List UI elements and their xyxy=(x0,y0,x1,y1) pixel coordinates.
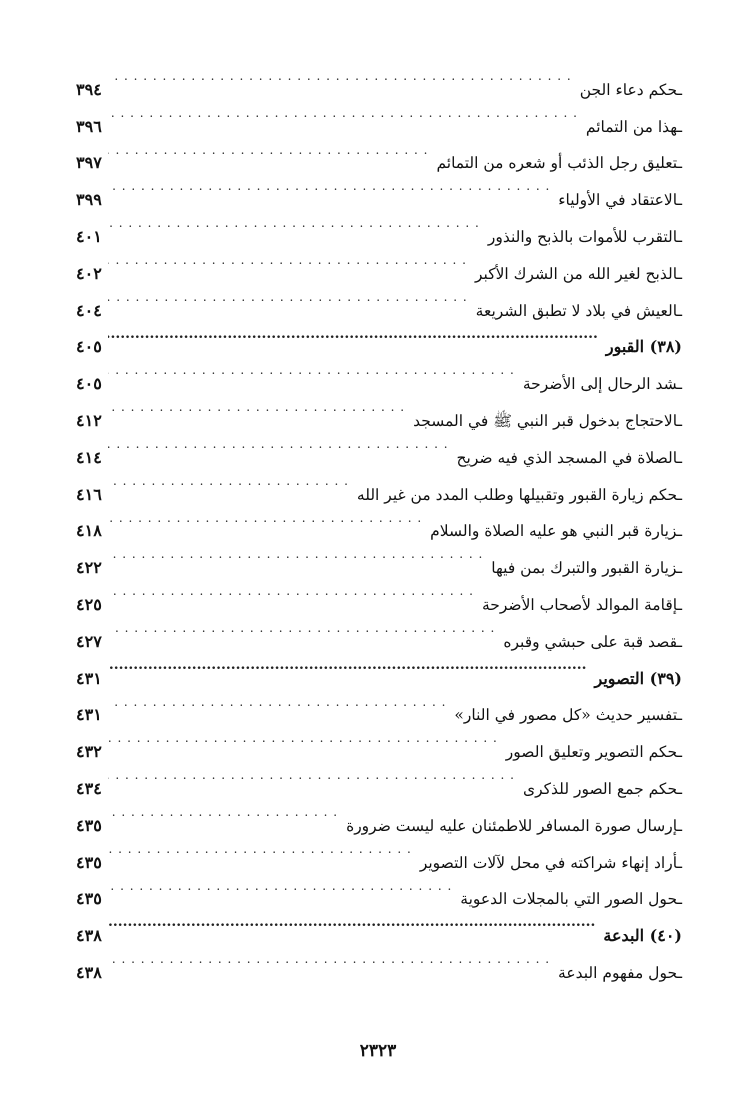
toc-entry-title: ـالتقرب للأموات بالذبح والنذور xyxy=(487,227,682,246)
toc-entry-title: ـشد الرحال إلى الأضرحة xyxy=(522,375,682,394)
toc-entry xyxy=(76,352,682,394)
dot-leader xyxy=(108,794,338,831)
dot-leader xyxy=(108,573,474,610)
toc-entry-title: ـالاحتجاج بدخول قبر النبي ﷺ في المسجد xyxy=(413,411,682,430)
toc-entry-page: ٤٢٥ xyxy=(76,594,102,614)
dot-leader xyxy=(108,279,468,316)
toc-entry-page: ٤٣٥ xyxy=(76,889,102,909)
toc-entry xyxy=(76,58,682,99)
toc-entry-page: ٤٣٥ xyxy=(76,815,102,835)
toc-entry-title: ـإرسال صورة المسافر للاطمئنان عليه ليست ضرورة xyxy=(346,816,682,835)
dot-leader xyxy=(108,316,598,353)
toc-entry-title: ـأراد إنهاء شراكته في محل لآلات التصوير xyxy=(419,853,682,872)
dot-leader xyxy=(108,941,550,978)
dot-leader xyxy=(108,610,496,647)
toc-entry-title: ـالذبح لغير الله من الشرك الأكبر xyxy=(474,264,682,283)
dot-leader xyxy=(108,132,429,169)
toc-section-heading xyxy=(76,316,682,357)
dot-leader xyxy=(108,389,405,426)
dot-leader xyxy=(108,426,449,463)
toc-entry-title: ـزيارة القبور والتبرك بمن فيها xyxy=(491,559,682,578)
toc-entry-title: ـحول مفهوم البدعة xyxy=(558,963,682,982)
toc-entry-title: ـتفسير حديث «كل مصور في النار» xyxy=(454,706,682,725)
toc-entry-title: (٣٨) القبور xyxy=(605,337,682,357)
dot-leader xyxy=(108,831,412,868)
dot-leader xyxy=(108,757,515,794)
toc-entry-page: ٤٣٤ xyxy=(76,778,102,798)
toc-entry-title: ـحكم زيارة القبور وتقبيلها وطلب المدد من غير الله xyxy=(356,485,682,504)
toc-entry-title: ـحول الصور التي بالمجلات الدعوية xyxy=(460,890,682,909)
toc-entry-page: ٤٠٥ xyxy=(76,374,102,394)
toc-entry-page: ٣٩٩ xyxy=(76,190,102,210)
toc-entry xyxy=(76,941,682,982)
toc-entry-title: ـإقامة الموالد لأصحاب الأضرحة xyxy=(481,595,682,614)
toc-entry-title: (٤٠) البدعة xyxy=(603,926,682,946)
toc-entry-page: ٤٣٨ xyxy=(76,926,102,946)
dot-leader xyxy=(108,868,452,905)
toc-entry-page: ٤٠٢ xyxy=(76,263,102,283)
toc-entry-page: ٣٩٦ xyxy=(76,116,102,136)
toc-entry-page: ٣٩٧ xyxy=(76,153,102,173)
dot-leader xyxy=(108,242,467,279)
dot-leader xyxy=(108,647,587,684)
toc-entry-page: ٤٣٨ xyxy=(76,962,102,982)
dot-leader xyxy=(108,463,349,500)
dot-leader xyxy=(108,168,550,205)
dot-leader xyxy=(108,95,578,132)
toc-entry-page: ٣٩٤ xyxy=(76,79,102,99)
page-number: ٢٣٢٣ xyxy=(359,1041,397,1061)
toc-section-heading xyxy=(76,904,682,946)
dot-leader xyxy=(108,720,498,757)
toc-entry-page: ٤١٤ xyxy=(76,447,102,467)
dot-leader xyxy=(108,684,447,721)
dot-leader xyxy=(108,536,484,573)
toc-entry-title: ـزيارة قبر النبي هو عليه الصلاة والسلام xyxy=(430,522,682,541)
toc-entry-title: ـحكم التصوير وتعليق الصور xyxy=(505,743,682,762)
toc-entry-page: ٤٠٥ xyxy=(76,337,102,357)
toc-entry-page: ٤٣١ xyxy=(76,705,102,725)
toc-entry-page: ٤٢٧ xyxy=(76,631,102,651)
table-of-contents xyxy=(76,58,682,982)
toc-entry-page: ٤٠٤ xyxy=(76,300,102,320)
dot-leader xyxy=(108,352,515,389)
toc-entry-page: ٤٢٢ xyxy=(76,558,102,578)
toc-entry-title: ـتعليق رجل الذئب أو شعره من التمائم xyxy=(436,154,682,173)
dot-leader xyxy=(108,500,422,537)
toc-entry-title: ـحكم دعاء الجن xyxy=(579,80,682,99)
toc-entry-title: ـهذا من التمائم xyxy=(585,117,682,136)
toc-entry-page: ٤١٢ xyxy=(76,410,102,430)
dot-leader xyxy=(108,58,572,95)
toc-entry-title: ـالاعتقاد في الأولياء xyxy=(558,191,682,210)
toc-entry-title: ـالصلاة في المسجد الذي فيه ضريح xyxy=(456,448,682,467)
toc-entry-page: ٤٣٥ xyxy=(76,852,102,872)
toc-entry-title: ـقصد قبة على حبشي وقبره xyxy=(503,632,682,651)
dot-leader xyxy=(108,205,480,242)
dot-leader xyxy=(108,904,596,941)
toc-entry-page: ٤١٦ xyxy=(76,484,102,504)
toc-entry-page: ٤١٨ xyxy=(76,521,102,541)
toc-entry-title: (٣٩) التصوير xyxy=(594,668,682,688)
toc-entry-title: ـالعيش في بلاد لا تطبق الشريعة xyxy=(475,301,682,320)
toc-entry-page: ٤٣٢ xyxy=(76,742,102,762)
toc-entry-page: ٤٠١ xyxy=(76,226,102,246)
toc-entry-page: ٤٣١ xyxy=(76,668,102,688)
toc-entry-title: ـحكم جمع الصور للذكرى xyxy=(522,779,682,798)
